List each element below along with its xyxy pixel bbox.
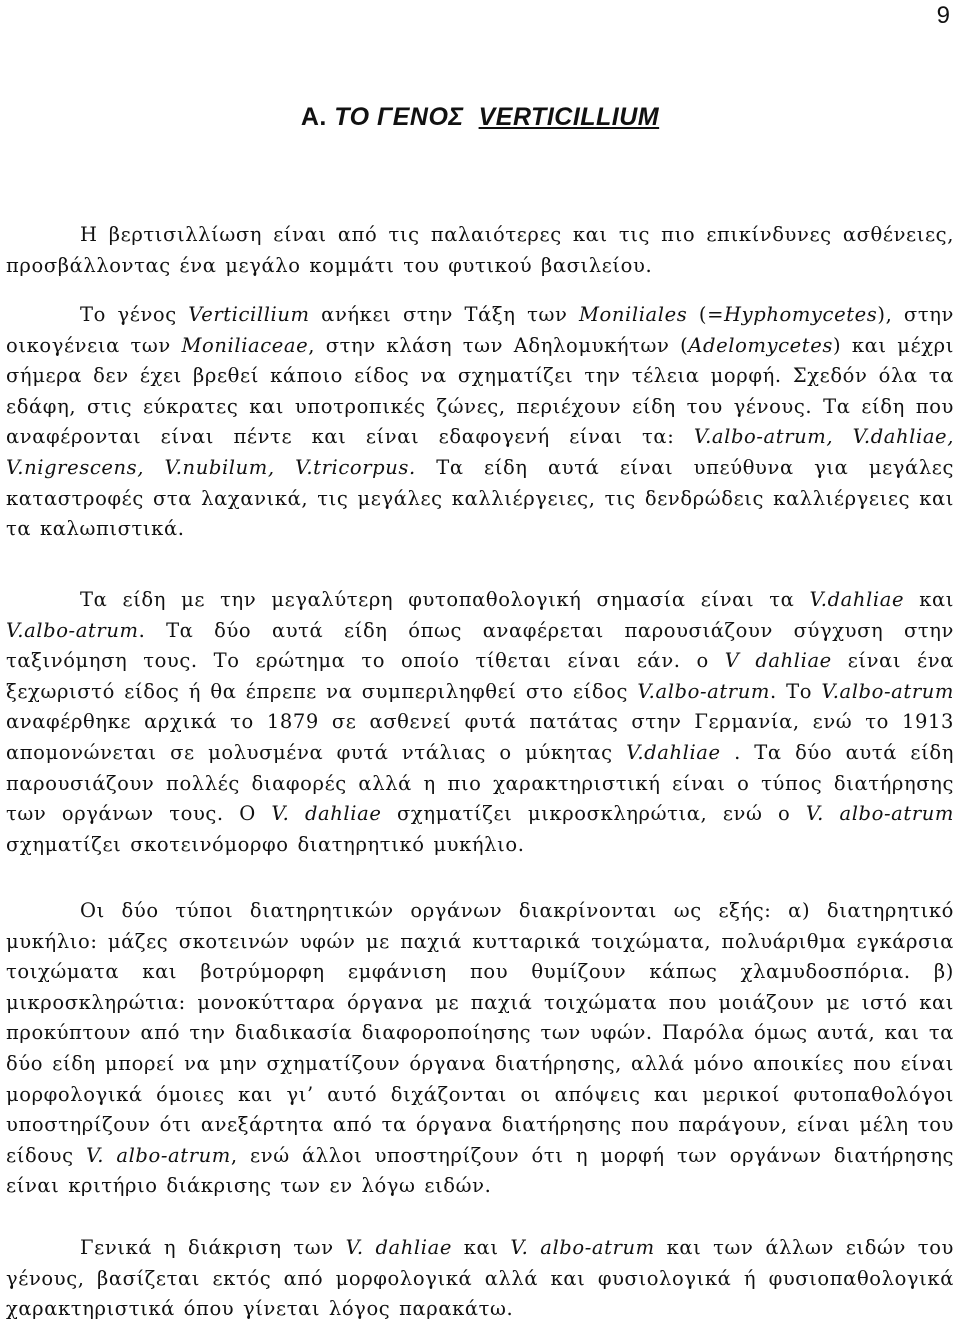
italic-term: V dahliae [724,649,832,673]
italic-term: V. dahliae [345,1236,452,1259]
text-run: . Το [769,679,822,703]
text-run: είναι ένα ξεχωριστό είδος ή θα έπρεπε να συμπεριληφθεί στο είδος [6,649,954,703]
italic-term: Moniliales [578,303,688,326]
italic-term: V. dahliae [271,802,382,826]
text-run: . Τα δύο αυτά είδη παρουσιάζουν πολλές διαφορές αλλά η πιο χαρακτηριστική είναι ο τύπος διατήρησης των οργάνων τους. Ο [6,740,954,826]
heading-genus: VERTICILLIUM [478,103,660,131]
text-run: και των άλλων ειδών του γένους, βασίζεται εκτός από μορφολογικά αλλά και φυσιολογικά ή φυσιοπαθολογικά χαρακτηριστικά όπου γίνεται λόγος παρακάτω. [6,1236,954,1321]
italic-term: V. albo-atrum [85,1143,231,1167]
page-number: 9 [936,2,950,29]
heading-main: ΤΟ ΓΕΝΟΣ [334,103,464,131]
paragraph-organs [6,896,954,1202]
italic-term: Hyphomycetes [724,303,878,326]
text-run: (= [687,303,725,326]
italic-term: V.albo-atrum [821,679,955,703]
text-run: Γενικά η διάκριση των [80,1236,346,1259]
text-run: σχηματίζει σκοτεινόμορφο διατηρητικό μυκήλιο. [6,832,525,856]
italic-term: V. albo-atrum [510,1236,655,1259]
italic-term: Adelomycetes [688,333,833,357]
text-run: σχηματίζει μικροσκληρώτια, ενώ ο [381,802,806,826]
paragraph-species [6,585,954,860]
text-run: , ενώ άλλοι υποστηρίζουν ότι η μορφή των οργάνων διατήρησης είναι κριτήριο διάκρισης των εν λόγω ειδών. [6,1143,954,1198]
text-run: Οι δύο τύποι διατηρητικών οργάνων διακρίνονται ως εξής: α) διατηρητικό μυκήλιο: μάζες σκοτεινών υφών με παχιά κυτταρικά τοιχώματα, πολυάριθμα εγκάρσια τοιχώματα και βοτρύμορφη εμφάνιση που θυμίζουν κάπως χλαμυδοσπόρια. β) μικροσκληρώτια: μονοκύτταρα όργανα με παχιά τοιχώματα που μοιάζουν με ιστό και προκύπτουν από την διαδικασία διαφοροποίησης των υφών. Παρόλα όμως αυτά, και τα δύο είδη μπορεί να μην σχηματίζουν όργανα διατήρησης, αλλά μόνο αποικίες που είναι μορφολογικά όμοιες και γι’ αυτό διχάζονται οι απόψεις και μερικοί φυτοπαθολόγοι υποστηρίζουν ότι ανεξάρτητα από τα όργανα διατήρησης που παράγουν, είναι μέλη του είδους [6,899,954,1167]
text-run: Τα είδη με την μεγαλύτερη φυτοπαθολογική σημασία είναι τα [80,588,810,611]
italic-term: Verticillium [188,303,310,326]
italic-term: V.albo-atrum [637,679,770,703]
italic-term: V.dahliae [626,740,721,764]
heading-prefix: Α. [300,103,327,131]
text-run: Το γένος [80,303,189,326]
text-run: . Τα δύο αυτά είδη όπως αναφέρεται παρουσιάζουν σύγχυση στην ταξινόμηση τους. Το ερώτημα το οποίο τίθεται είναι εάν. ο [6,618,954,673]
paragraph-text: Η βερτισιλλίωση είναι από τις παλαιότερες και τις πιο επικίνδυνες ασθένειες, προσβάλλοντας ένα μεγάλο κομμάτι του φυτικού βασιλείου. [6,223,954,277]
text-run: και [904,588,954,611]
text-run: , στην κλάση των Αδηλομυκήτων ( [308,333,689,357]
italic-term: V. albo-atrum [805,802,954,826]
section-heading [0,103,960,132]
text-run: Τα είδη αυτά είναι υπεύθυνα για μεγάλες καταστροφές στα λαχανικά, τις μεγάλες καλλιέργειες, τις δενδρώδεις καλλιέργειες και τα καλωπιστικά. [6,455,955,541]
italic-term: V.dahliae [809,588,905,611]
italic-term: Moniliaceae [181,333,309,357]
paragraph-taxonomy [6,300,954,545]
italic-term: V.albo-atrum [6,618,139,642]
paragraph-distinction [6,1233,954,1325]
text-run: ανήκει στην Τάξη των [309,303,579,326]
italic-term: V.albo-atrum, V.dahliae, V.nigrescens, V.nubilum, V.tricorpus. [6,425,954,479]
paragraph-intro [6,220,954,281]
text-run: ), στην οικογένεια των [6,303,954,357]
text-run: αναφέρθηκε αρχικά το 1879 σε ασθενεί φυτά πατάτας στην Γερμανία, ενώ το 1913 απομονώνεται σε μολυσμένα φυτά ντάλιας ο μύκητας [6,710,954,764]
text-run: ) και μέχρι σήμερα δεν έχει βρεθεί κάποιο είδος να σχηματίζει την τέλεια μορφή. Σχεδόν όλα τα εδάφη, στις εύκρατες και υποτροπικές ζώνες, περιέχουν είδη του γένους. Τα είδη που αναφέρονται είναι πέντε και είναι εδαφογενή είναι τα: [6,333,954,449]
text-run: και [451,1236,511,1259]
